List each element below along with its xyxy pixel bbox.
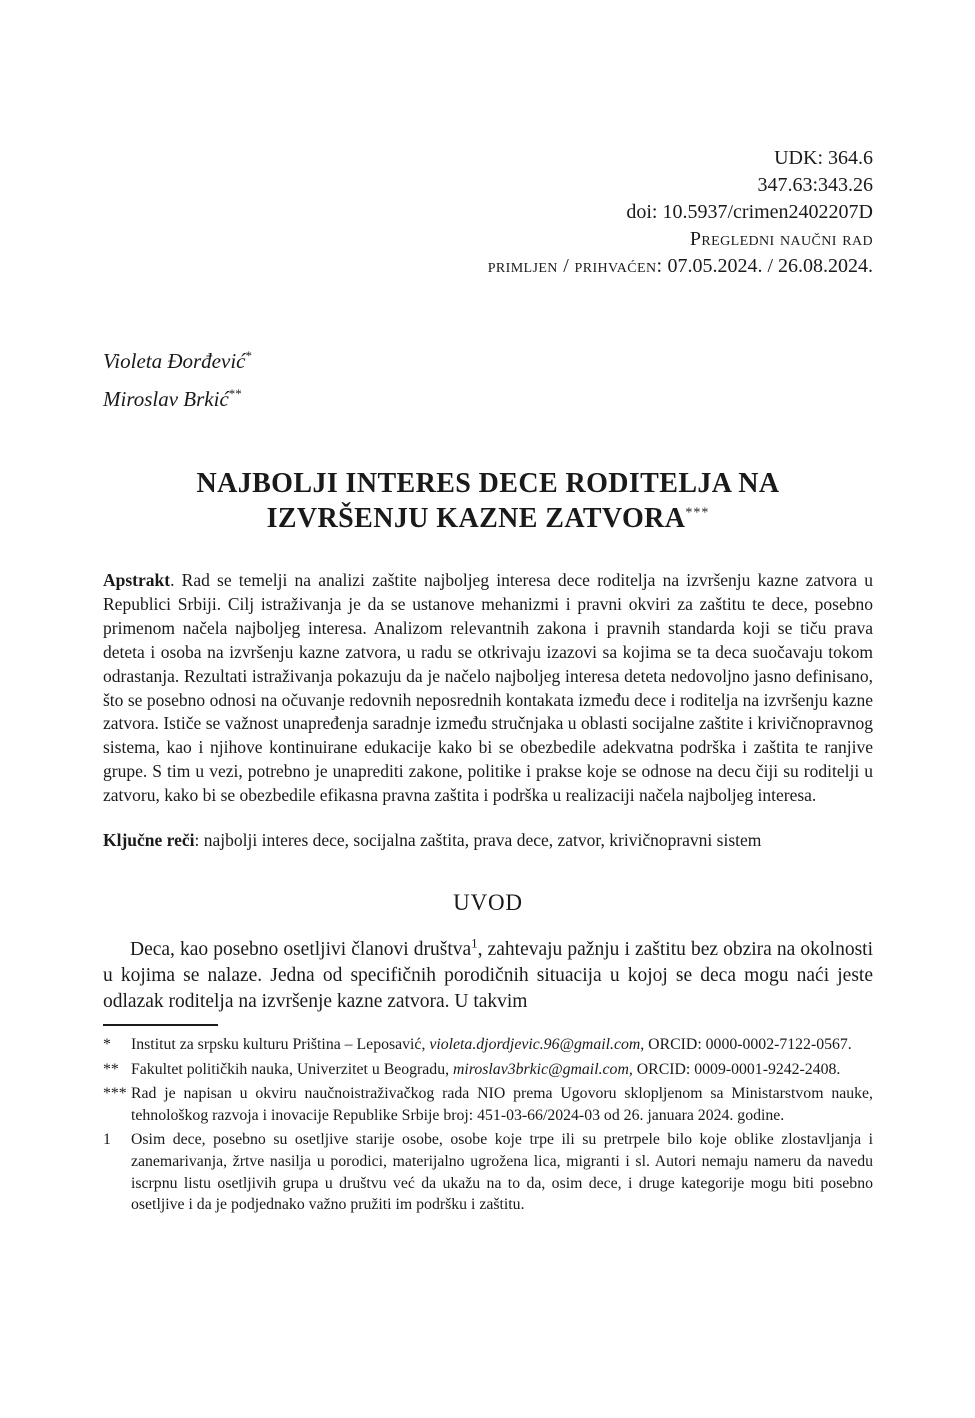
- footnote-separator-rule: [103, 1024, 218, 1026]
- footnote-marker-star: *: [103, 1036, 111, 1054]
- article-title: [103, 466, 873, 536]
- received-accepted-line: [103, 253, 873, 280]
- keywords-label: Ključne reči: [103, 830, 195, 851]
- udk-number-line2: 347.63:343.26: [757, 174, 873, 196]
- bibliographic-block: [103, 145, 873, 280]
- footnote-text: [131, 1061, 840, 1078]
- footnote-text-part: , ORCID: 0000-0002-7122-0567.: [640, 1036, 852, 1054]
- footnote-text: [131, 1131, 873, 1213]
- footnote-text-part: Institut za srpsku kulturu Priština – Leposavić,: [131, 1036, 430, 1054]
- author-1-email: violeta.djordjevic.96@gmail.com: [429, 1036, 641, 1054]
- received-accepted-label: primljen / prihvaćen:: [487, 255, 663, 277]
- footnote-text: [131, 1036, 852, 1053]
- footnote-affiliation-author-1: [103, 1034, 873, 1056]
- footnote-1-reference: 1: [471, 935, 478, 951]
- author-1-name: Violeta Đorđević: [103, 349, 246, 373]
- abstract-paragraph: [103, 569, 873, 808]
- footnote-affiliation-author-2: [103, 1059, 873, 1081]
- footnote-1: [103, 1129, 873, 1215]
- intro-paragraph: [103, 937, 873, 1015]
- footnote-text: [131, 1085, 873, 1124]
- author-2-email: miroslav3brkic@gmail.com,: [453, 1060, 633, 1078]
- doi-line: doi: 10.5937/crimen2402207D: [626, 201, 873, 223]
- section-heading-uvod: UVOD: [453, 890, 523, 916]
- footnotes-block: [103, 1034, 873, 1216]
- author-1-affiliation-marker: *: [245, 348, 252, 363]
- keywords-text: : najbolji interes dece, socijalna zaštita, prava dece, zatvor, krivičnopravni sistem: [194, 830, 762, 851]
- author-1: [103, 342, 873, 380]
- abstract-text: . Rad se temelji na analizi zaštite najboljeg interesa dece roditelja na izvršenju kazne zatvora u Republici Srbiji. Cilj istraživanja je da se ustanove mehanizmi i pravni okviri za zaštitu te dece, posebno primenom načela najboljeg interesa. Analizom relevantnih zakona i pravnih standarda koji se tiču prava deteta i osoba na izvršenju kazne zatvora, u radu se otkrivaju izazovi sa kojima se ta deca suočavaju tokom odrastanja. Rezultati istraživanja pokazuju da je načelo najboljeg interesa deteta nedovoljno jasno definisano, što se posebno odnosi na očuvanje redovnih neposrednih kontakata između dece i roditelja na izvršenju kazne zatvora. Ističe se važnost unapređenja saradnje između stručnjaka u oblasti socijalne zaštite i krivičnopravnog sistema, kao i njihove kontinuirane edukacije kako bi se obezbedile adekvatna podrška i zaštita te ranjive grupe. S tim u vezi, potrebno je unaprediti zakone, politike i prakse koje se odnose na decu čiji su roditelji u zatvoru, kako bi se obezbedile efikasna pravna zaštita i podrška u realizaciji načela najboljeg interesa.: [103, 570, 873, 806]
- authors-block: [103, 342, 873, 418]
- article-type: Pregledni naučni rad: [689, 228, 873, 250]
- footnote-text-part: Osim dece, posebno su osetljive starije osobe, osobe koje trpe ili su pretrpele bilo koje oblike zlostavljanja i zanemarivanja, žrtve nasilja u porodici, materijalno ugrožena lica, migranti i sl. Autori nemaju nameru da navedu iscrpnu listu osetljivih grupa u društvu već da ukažu na to da, osim dece, i druge kategorije mogu biti posebno osetljive i da je podjednako važno pružiti im podršku i zaštitu.: [131, 1131, 873, 1214]
- title-footnote-marker: ***: [685, 505, 710, 521]
- title-line-1: NAJBOLJI INTERES DECE RODITELJA NA: [196, 468, 780, 499]
- author-2: [103, 380, 873, 418]
- intro-paragraph-text-before-ref: Deca, kao posebno osetljivi članovi društva: [130, 939, 472, 961]
- title-line-2: IZVRŠENJU KAZNE ZATVORA: [266, 503, 686, 534]
- footnote-marker-triple-star: ***: [103, 1085, 127, 1103]
- footnote-funding-note: [103, 1083, 873, 1126]
- author-2-affiliation-marker: **: [228, 386, 242, 401]
- page-content: [103, 0, 873, 1219]
- footnote-text-part: Rad je napisan u okviru naučnoistraživačkog rada NIO prema Ugovoru sklopljenom sa Ministarstvom nauke, tehnološkog razvoja i inovacije Republike Srbije broj: 451-03-66/2024-03 od 26. januara 2024. godine.: [131, 1085, 873, 1124]
- footnote-marker-1: 1: [103, 1131, 111, 1149]
- footnote-text-part: Fakultet političkih nauka, Univerzitet u Beogradu,: [131, 1060, 454, 1078]
- received-accepted-dates: 07.05.2024. / 26.08.2024.: [667, 255, 873, 277]
- keywords-line: [103, 828, 873, 852]
- footnote-text-part: ORCID: 0009-0001-9242-2408.: [632, 1060, 841, 1078]
- intro-paragraph-text-after-ref: , zahtevaju pažnju i zaštitu bez obzira na okolnosti u kojima se nalaze. Jedna od specifičnih porodičnih situacija u kojoj se deca mogu naći jeste odlazak roditelja na izvršenje kazne zatvora. U takvim: [103, 939, 873, 1013]
- udk-number-line1: UDK: 364.6: [774, 147, 873, 169]
- abstract-label: Apstrakt: [103, 570, 171, 590]
- footnote-marker-double-star: **: [103, 1060, 119, 1078]
- author-2-name: Miroslav Brkić: [103, 387, 229, 411]
